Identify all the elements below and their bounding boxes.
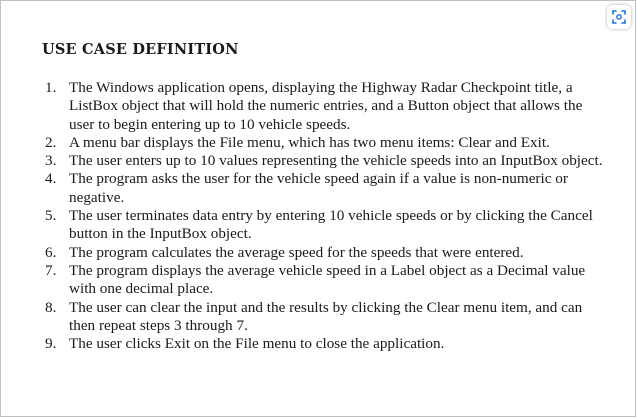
step-number: 8. xyxy=(45,298,57,316)
step-number: 1. xyxy=(45,79,57,96)
section-heading: USE CASE DEFINITION xyxy=(42,41,239,58)
step-text: The user can clear the input and the results by clicking the Clear menu item, and can then repeat steps 3 through 7. xyxy=(69,298,583,334)
list-item xyxy=(45,335,605,353)
list-item xyxy=(45,134,605,152)
step-text: The user terminates data entry by entering 10 vehicle speeds or by clicking the Cancel button in the InputBox object. xyxy=(69,207,593,243)
step-text: The program calculates the average speed for the speeds that were entered. xyxy=(69,243,524,261)
step-text: The program displays the average vehicle speed in a Label object as a Decimal value with one decimal place. xyxy=(69,261,586,298)
step-number: 9. xyxy=(45,335,57,353)
step-text: A menu bar displays the File menu, which has two menu items: Clear and Exit. xyxy=(69,133,550,151)
step-number: 2. xyxy=(45,133,57,151)
step-text: The Windows application opens, displaying the Highway Radar Checkpoint title, a ListBox object that will hold the numeric entries, and a Button object that allows the user to begin entering up to 10 vehicle speeds. xyxy=(69,79,583,133)
step-number: 7. xyxy=(45,261,57,279)
list-item xyxy=(45,244,605,262)
step-text: The user clicks Exit on the File menu to close the application. xyxy=(69,335,445,353)
step-text: The user enters up to 10 values representing the vehicle speeds into an InputBox object. xyxy=(69,152,603,170)
step-number: 4. xyxy=(45,170,57,188)
list-item xyxy=(45,299,605,336)
list-item xyxy=(45,79,605,134)
step-number: 5. xyxy=(45,207,57,225)
list-item xyxy=(45,152,605,170)
list-item xyxy=(45,262,605,299)
list-item xyxy=(45,170,605,207)
step-text: The program asks the user for the vehicle speed again if a value is non-numeric or negative. xyxy=(69,170,568,206)
step-number: 3. xyxy=(45,152,57,170)
use-case-steps-list xyxy=(45,79,605,353)
scan-text-icon[interactable] xyxy=(607,5,631,29)
step-number: 6. xyxy=(45,243,57,261)
list-item xyxy=(45,207,605,244)
scan-text-icon-glyph xyxy=(611,9,627,25)
